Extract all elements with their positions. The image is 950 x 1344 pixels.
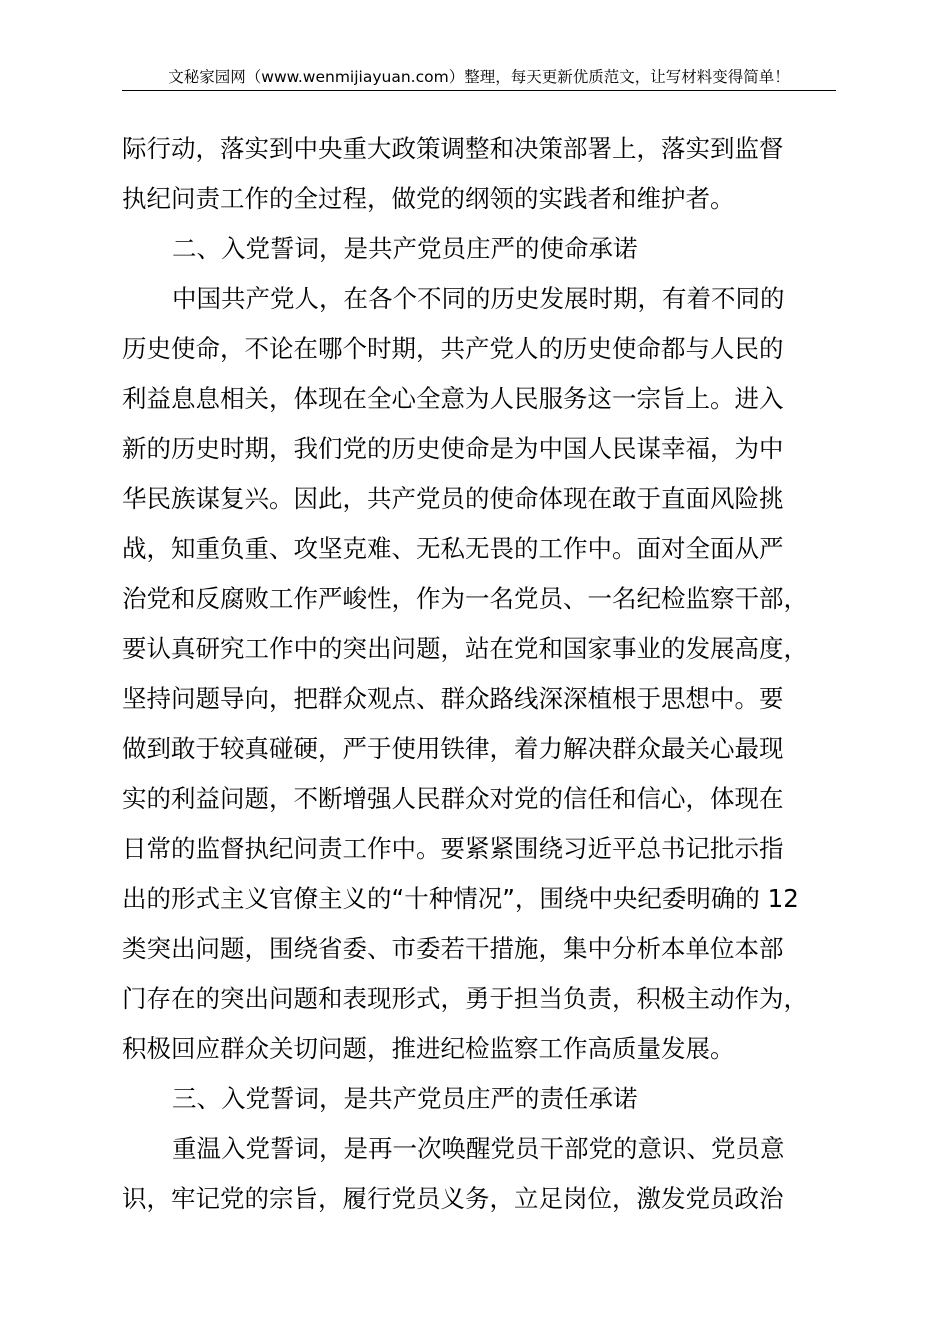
paragraph-line: 际行动，落实到中央重大政策调整和决策部署上，落实到监督 [122, 134, 784, 163]
paragraph-line: 要认真研究工作中的突出问题，站在党和国家事业的发展高度， [122, 634, 808, 663]
paragraph-line: 战，知重负重、攻坚克难、无私无畏的工作中。面对全面从严 [122, 534, 784, 563]
paragraph-line: 门存在的突出问题和表现形式，勇于担当负责，积极主动作为， [122, 984, 808, 1013]
paragraph-line: 类突出问题，围绕省委、市委若干措施，集中分析本单位本部 [122, 934, 784, 963]
paragraph-line: 识，牢记党的宗旨，履行党员义务，立足岗位，激发党员政治 [122, 1184, 784, 1213]
paragraph-line: 华民族谋复兴。因此，共产党员的使命体现在敢于直面风险挑 [122, 484, 784, 513]
section-heading: 三、入党誓词，是共产党员庄严的责任承诺 [172, 1084, 638, 1113]
paragraph-line: 做到敢于较真碰硬，严于使用铁律，着力解决群众最关心最现 [122, 734, 784, 763]
page-header: 文秘家园网（www.wenmijiayuan.com）整理，每天更新优质范文，让写材料变得简单！ [122, 66, 836, 91]
paragraph-line: 治党和反腐败工作严峻性，作为一名党员、一名纪检监察干部， [122, 584, 808, 613]
paragraph-line: 出的形式主义官僚主义的“十种情况”，围绕中央纪委明确的 12 [122, 884, 799, 913]
paragraph-line: 历史使命，不论在哪个时期，共产党人的历史使命都与人民的 [122, 334, 784, 363]
paragraph-line: 坚持问题导向，把群众观点、群众路线深深植根于思想中。要 [122, 684, 784, 713]
paragraph-line: 积极回应群众关切问题，推进纪检监察工作高质量发展。 [122, 1034, 735, 1063]
paragraph-line: 日常的监督执纪问责工作中。要紧紧围绕习近平总书记批示指 [122, 834, 784, 863]
section-heading: 二、入党誓词，是共产党员庄严的使命承诺 [172, 234, 638, 263]
paragraph-line: 实的利益问题，不断增强人民群众对党的信任和信心，体现在 [122, 784, 784, 813]
document-body [122, 124, 842, 1224]
paragraph-line: 利益息息相关，体现在全心全意为人民服务这一宗旨上。进入 [122, 384, 784, 413]
paragraph-line: 中国共产党人，在各个不同的历史发展时期，有着不同的 [172, 284, 785, 313]
paragraph-line: 新的历史时期，我们党的历史使命是为中国人民谋幸福，为中 [122, 434, 784, 463]
paragraph-line: 执纪问责工作的全过程，做党的纲领的实践者和维护者。 [122, 184, 735, 213]
paragraph-line: 重温入党誓词，是再一次唤醒党员干部党的意识、党员意 [172, 1134, 785, 1163]
